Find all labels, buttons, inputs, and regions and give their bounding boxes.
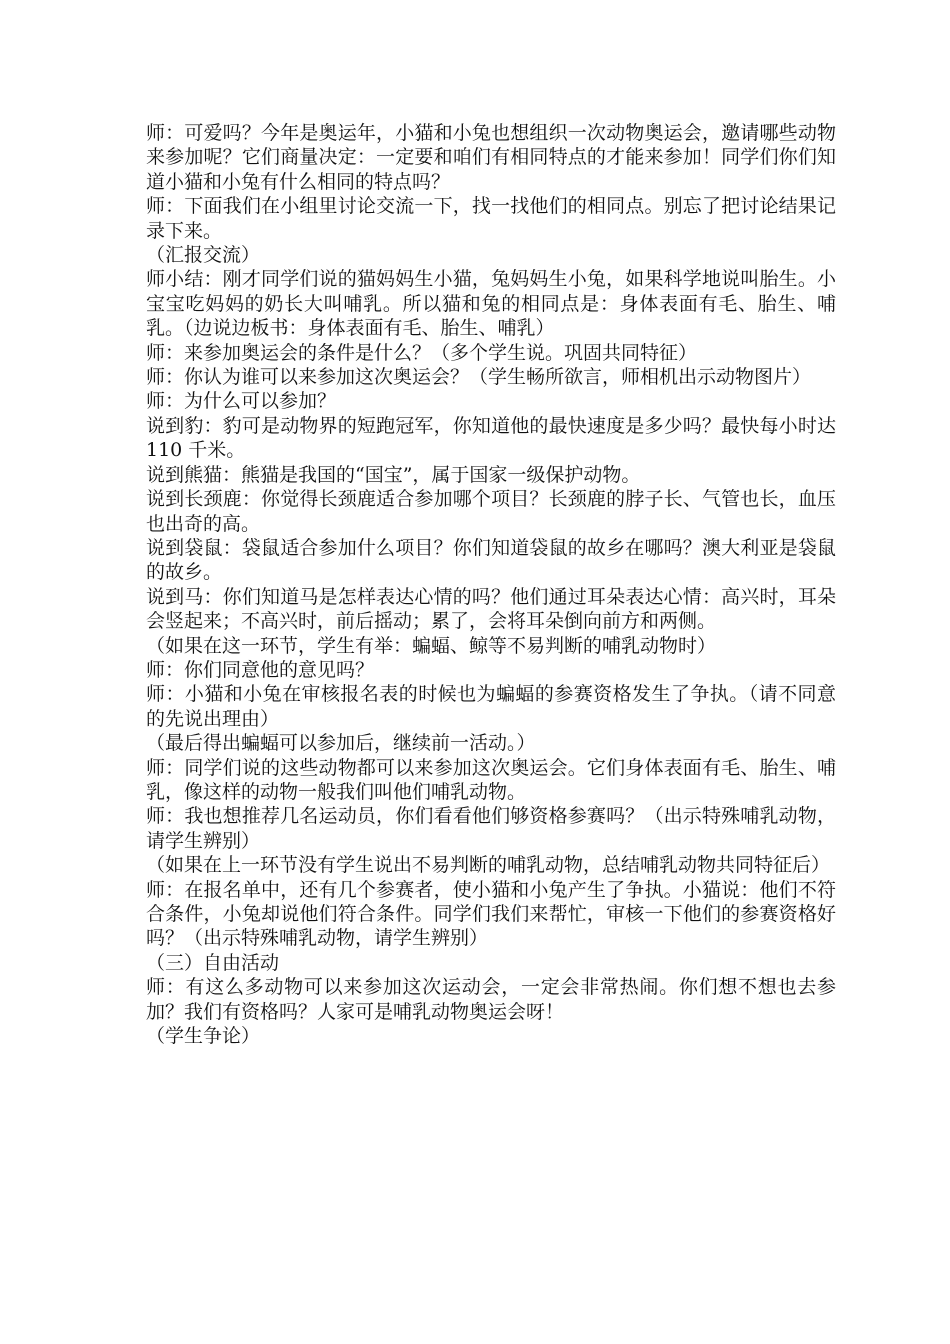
paragraph: （如果在这一环节，学生有举：蝙蝠、鲸等不易判断的哺乳动物时）: [146, 634, 717, 657]
paragraph: 说到熊猫：熊猫是我国的“国宝”，属于国家一级保护动物。: [146, 463, 641, 486]
paragraph: （学生争论）: [146, 1025, 261, 1048]
paragraph: 师：小猫和小兔在审核报名表的时候也为蝙蝠的参赛资格发生了争执。（请不同意的先说出理由）: [146, 683, 836, 730]
paragraph: 师小结：刚才同学们说的猫妈妈生小猫，兔妈妈生小兔，如果科学地说叫胎生。小宝宝吃妈妈的奶长大叫哺乳。所以猫和兔的相同点是：身体表面有毛、胎生、哺乳。（边说边板书：身体表面有毛、胎生、哺乳）: [146, 268, 836, 340]
paragraph: 师：下面我们在小组里讨论交流一下，找一找他们的相同点。别忘了把讨论结果记录下来。: [146, 195, 836, 242]
document-body: [146, 121, 836, 1048]
paragraph: 说到长颈鹿：你觉得长颈鹿适合参加哪个项目？长颈鹿的脖子长、气管也长，血压也出奇的高。: [146, 488, 836, 535]
paragraph: 师：在报名单中，还有几个参赛者，使小猫和小兔产生了争执。小猫说：他们不符合条件，小兔却说他们符合条件。同学们我们来帮忙，审核一下他们的参赛资格好吗？（出示特殊哺乳动物，请学生辨别）: [146, 878, 836, 950]
paragraph: 说到马：你们知道马是怎样表达心情的吗？他们通过耳朵表达心情：高兴时，耳朵会竖起来；不高兴时，前后摇动；累了，会将耳朵倒向前方和两侧。: [146, 585, 836, 633]
paragraph: 师：可爱吗？今年是奥运年，小猫和小兔也想组织一次动物奥运会，邀请哪些动物来参加呢？它们商量决定：一定要和咱们有相同特点的才能来参加！同学们你们知道小猫和小兔有什么相同的特点吗？: [146, 122, 836, 193]
section-heading: （三）自由活动: [146, 951, 280, 974]
paragraph: 师：来参加奥运会的条件是什么？（多个学生说。巩固共同特征）: [146, 341, 698, 364]
paragraph: （如果在上一环节没有学生说出不易判断的哺乳动物，总结哺乳动物共同特征后）: [146, 854, 831, 877]
paragraph: 师：同学们说的这些动物都可以来参加这次奥运会。它们身体表面有毛、胎生、哺乳，像这样的动物一般我们叫他们哺乳动物。: [146, 756, 836, 803]
paragraph: 师：我也想推荐几名运动员，你们看看他们够资格参赛吗？（出示特殊哺乳动物，请学生辨别）: [146, 805, 836, 852]
paragraph: 师：你认为谁可以来参加这次奥运会？（学生畅所欲言，师相机出示动物图片）: [146, 366, 812, 389]
paragraph: （最后得出蝙蝠可以参加后，继续前一活动。）: [146, 732, 536, 755]
paragraph: 说到袋鼠：袋鼠适合参加什么项目？你们知道袋鼠的故乡在哪吗？澳大利亚是袋鼠的故乡。: [146, 536, 836, 584]
paragraph: 师：你们同意他的意见吗？: [146, 658, 375, 681]
paragraph: 师：有这么多动物可以来参加这次运动会，一定会非常热闹。你们想不想也去参加？我们有资格吗？人家可是哺乳动物奥运会呀！: [146, 976, 836, 1023]
paragraph: （汇报交流）: [146, 244, 261, 267]
paragraph: 师：为什么可以参加？: [146, 390, 337, 413]
paragraph: 说到豹：豹可是动物界的短跑冠军，你知道他的最快速度是多少吗？最快每小时达 110 千米。: [146, 414, 836, 462]
